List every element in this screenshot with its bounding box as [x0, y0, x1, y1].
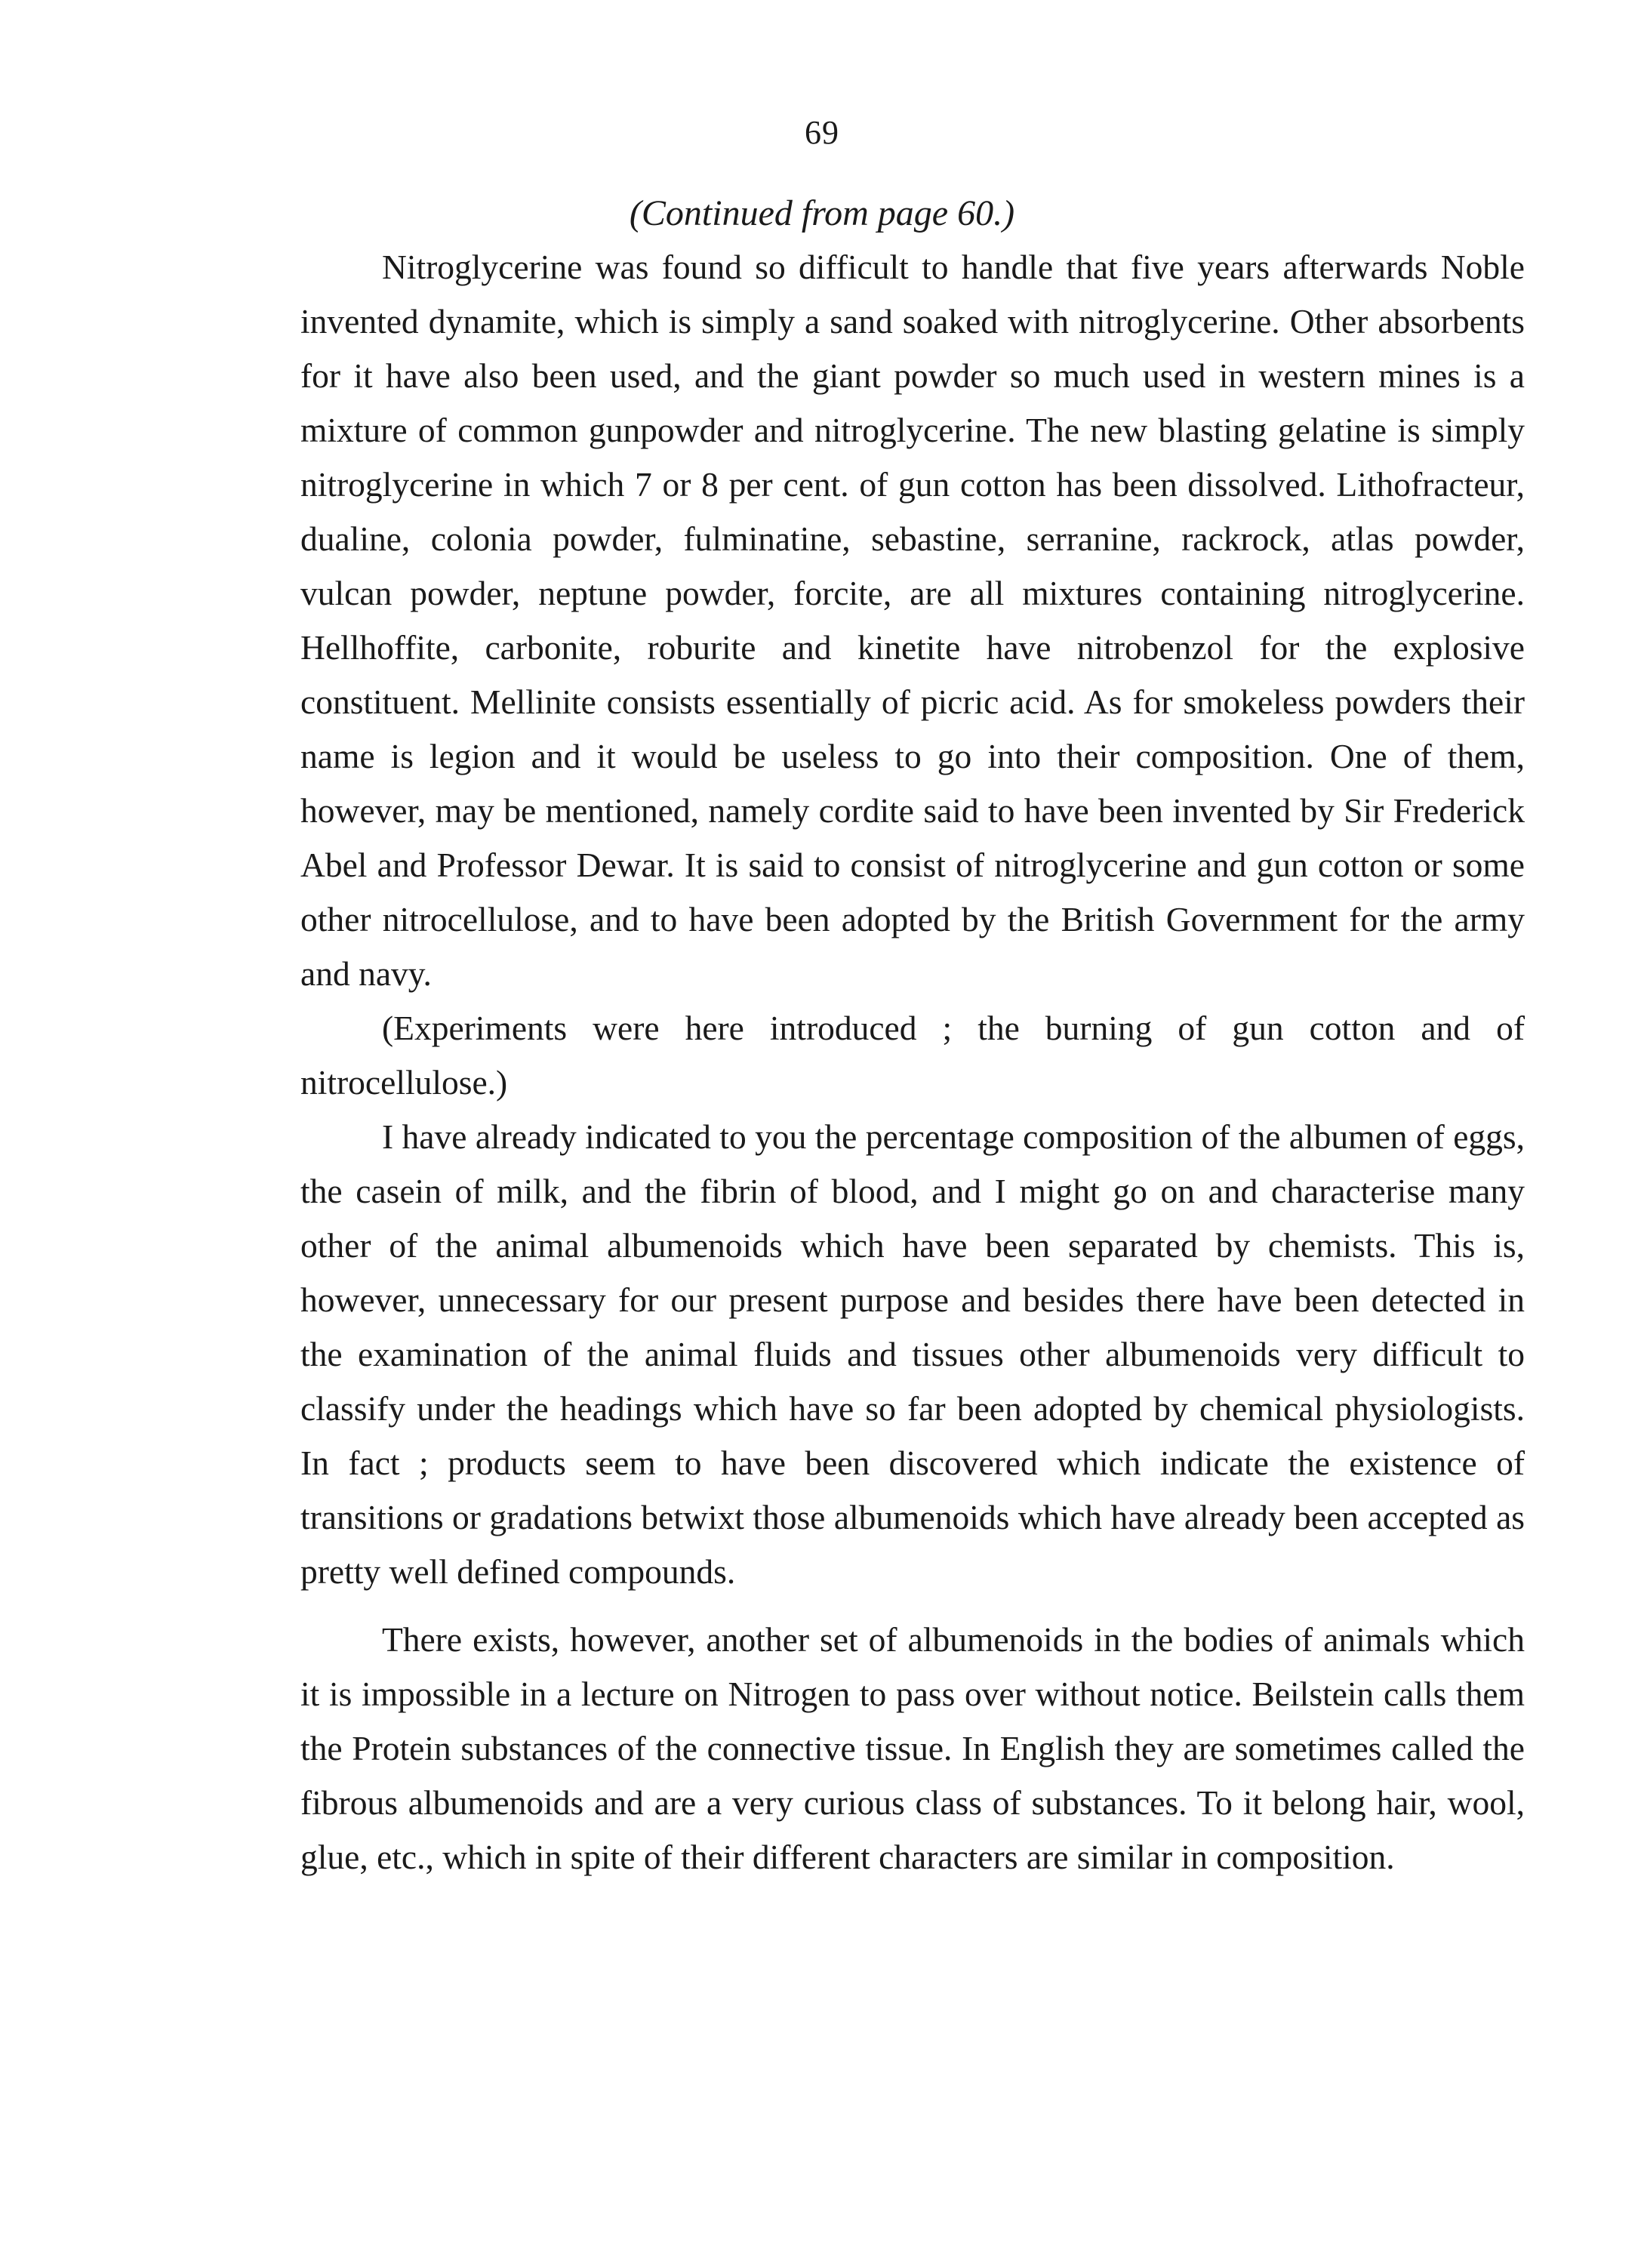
body-text — [300, 240, 1525, 1884]
paragraph-albumenoids: I have already indicated to you the percentage composition of the albumen of eggs, the casein of milk, and the fibrin of blood, and I might go on and characterise many other of the animal albumenoids which have been separated by chemists. This is, however, unnecessary for our present purpose and besides there have been detected in the examination of the animal fluids and tissues other albumenoids very difficult to classify under the headings which have so far been adopted by chemical physiologists. In fact ; products seem to have been discovered which indicate the existence of transitions or gradations betwixt those albumenoids which have already been accepted as pretty well defined compounds. — [300, 1117, 1525, 1591]
page-number: 69 — [805, 114, 839, 151]
paragraph-explosives: Nitroglycerine was found so difficult to handle that five years afterwards Noble invented dynamite, which is simply a sand soaked with nitroglycerine. Other absorbents for it have also been used, and the giant powder so much used in western mines is a mixture of common gunpowder and nitroglycerine. The new blasting gelatine is simply nitroglycerine in which 7 or 8 per cent. of gun cotton has been dissolved. Lithofracteur, dualine, colonia powder, fulminatine, sebastine, serranine, rackrock, atlas powder, vulcan powder, neptune powder, forcite, are all mixtures containing nitroglycerine. Hellhoffite, carbonite, roburite and kinetite have nitrobenzol for the explosive constituent. Mellinite consists essentially of picric acid. As for smokeless powders their name is legion and it would be useless to go into their composition. One of them, however, may be mentioned, namely cordite said to have been invented by Sir Frederick Abel and Professor Dewar. It is said to consist of nitroglycerine and gun cotton or some other nitrocellulose, and to have been adopted by the British Government for the army and navy. — [300, 248, 1525, 993]
paragraph-fibrous-albumenoids: There exists, however, another set of albumenoids in the bodies of animals which it is impossible in a lecture on Nitrogen to pass over without notice. Beilstein calls them the Protein substances of the connective tissue. In English they are sometimes called the fibrous albumenoids and are a very curious class of substances. To it belong hair, wool, glue, etc., which in spite of their different characters are similar in composition. — [300, 1620, 1525, 1876]
paragraph-experiments-note: (Experiments were here introduced ; the burning of gun cotton and of nitrocellulose.) — [300, 1009, 1525, 1102]
continued-note: (Continued from page 60.) — [629, 193, 1015, 233]
